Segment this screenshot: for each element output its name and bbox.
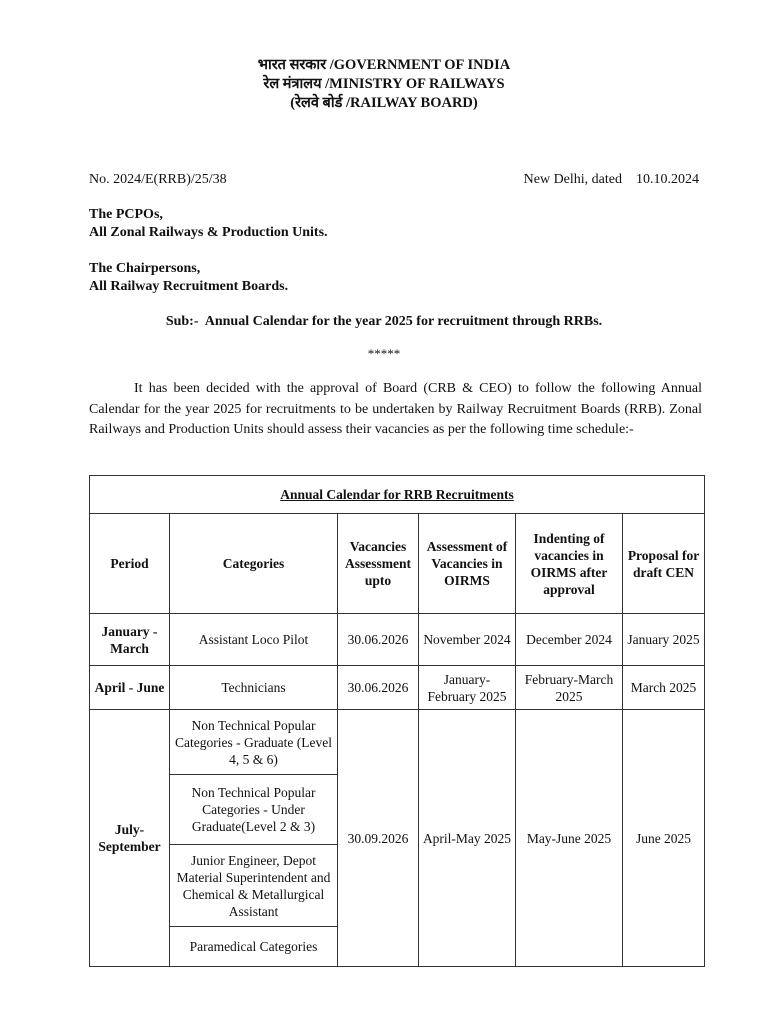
header-ministry: रेल मंत्रालय /MINISTRY OF RAILWAYS bbox=[263, 76, 505, 92]
header-government: भारत सरकार /GOVERNMENT OF INDIA bbox=[257, 57, 511, 73]
vacancies-cell: 30.09.2026 bbox=[338, 710, 419, 967]
table-header-row bbox=[90, 514, 705, 614]
header-period: Period bbox=[90, 514, 170, 614]
header-proposal: Proposal for draft CEN bbox=[623, 514, 705, 614]
category-cell: Non Technical Popular Categories - Under Graduate(Level 2 & 3) bbox=[170, 775, 338, 845]
indenting-cell: May-June 2025 bbox=[516, 710, 623, 967]
letterhead bbox=[0, 56, 768, 113]
body-paragraph: It has been decided with the approval of Board (CRB & CEO) to follow the following Annual Calendar for the year 2025 for recruitments to be undertaken by Railway Recruitment Boards (RRB). Zonal Railways and Production Units should assess their vacancies as per the following time schedule:- bbox=[89, 381, 702, 437]
category-cell: Technicians bbox=[170, 666, 338, 710]
header-assessment: Assessment of Vacancies in OIRMS bbox=[419, 514, 516, 614]
assessment-cell: April-May 2025 bbox=[419, 710, 516, 967]
table-row bbox=[90, 710, 705, 775]
addressee-title: The PCPOs, bbox=[89, 207, 163, 222]
proposal-cell: January 2025 bbox=[623, 614, 705, 666]
proposal-cell: June 2025 bbox=[623, 710, 705, 967]
addressee-pcpos bbox=[89, 206, 328, 242]
table-row bbox=[90, 614, 705, 666]
period-cell: April - June bbox=[90, 666, 170, 710]
indenting-cell: February-March 2025 bbox=[516, 666, 623, 710]
header-board: (रेलवे बोर्ड /RAILWAY BOARD) bbox=[290, 95, 478, 111]
vacancies-cell: 30.06.2026 bbox=[338, 666, 419, 710]
indenting-cell: December 2024 bbox=[516, 614, 623, 666]
proposal-cell: March 2025 bbox=[623, 666, 705, 710]
addressee-chairpersons bbox=[89, 260, 288, 296]
letter-number: No. 2024/E(RRB)/25/38 bbox=[89, 172, 227, 187]
category-cell: Paramedical Categories bbox=[170, 927, 338, 967]
period-cell: July-September bbox=[90, 710, 170, 967]
category-cell: Non Technical Popular Categories - Graduate (Level 4, 5 & 6) bbox=[170, 710, 338, 775]
addressee-detail: All Zonal Railways & Production Units. bbox=[89, 225, 328, 240]
table-title: Annual Calendar for RRB Recruitments bbox=[90, 476, 705, 514]
assessment-cell: November 2024 bbox=[419, 614, 516, 666]
vacancies-cell: 30.06.2026 bbox=[338, 614, 419, 666]
category-cell: Assistant Loco Pilot bbox=[170, 614, 338, 666]
assessment-cell: January-February 2025 bbox=[419, 666, 516, 710]
table-row bbox=[90, 666, 705, 710]
reference-line bbox=[89, 172, 699, 188]
header-categories: Categories bbox=[170, 514, 338, 614]
category-cell: Junior Engineer, Depot Material Superintendent and Chemical & Metallurgical Assistant bbox=[170, 845, 338, 927]
period-cell: January - March bbox=[90, 614, 170, 666]
place-date: New Delhi, dated 10.10.2024 bbox=[523, 172, 699, 187]
addressee-detail: All Railway Recruitment Boards. bbox=[89, 279, 289, 294]
recruitment-calendar-table bbox=[89, 475, 705, 967]
subject-line: Sub:- Annual Calendar for the year 2025 for recruitment through RRBs. bbox=[165, 314, 603, 329]
separator: ***** bbox=[367, 346, 401, 361]
header-indenting: Indenting of vacancies in OIRMS after approval bbox=[516, 514, 623, 614]
header-vacancies: Vacancies Assessment upto bbox=[338, 514, 419, 614]
addressee-title: The Chairpersons, bbox=[89, 261, 201, 276]
